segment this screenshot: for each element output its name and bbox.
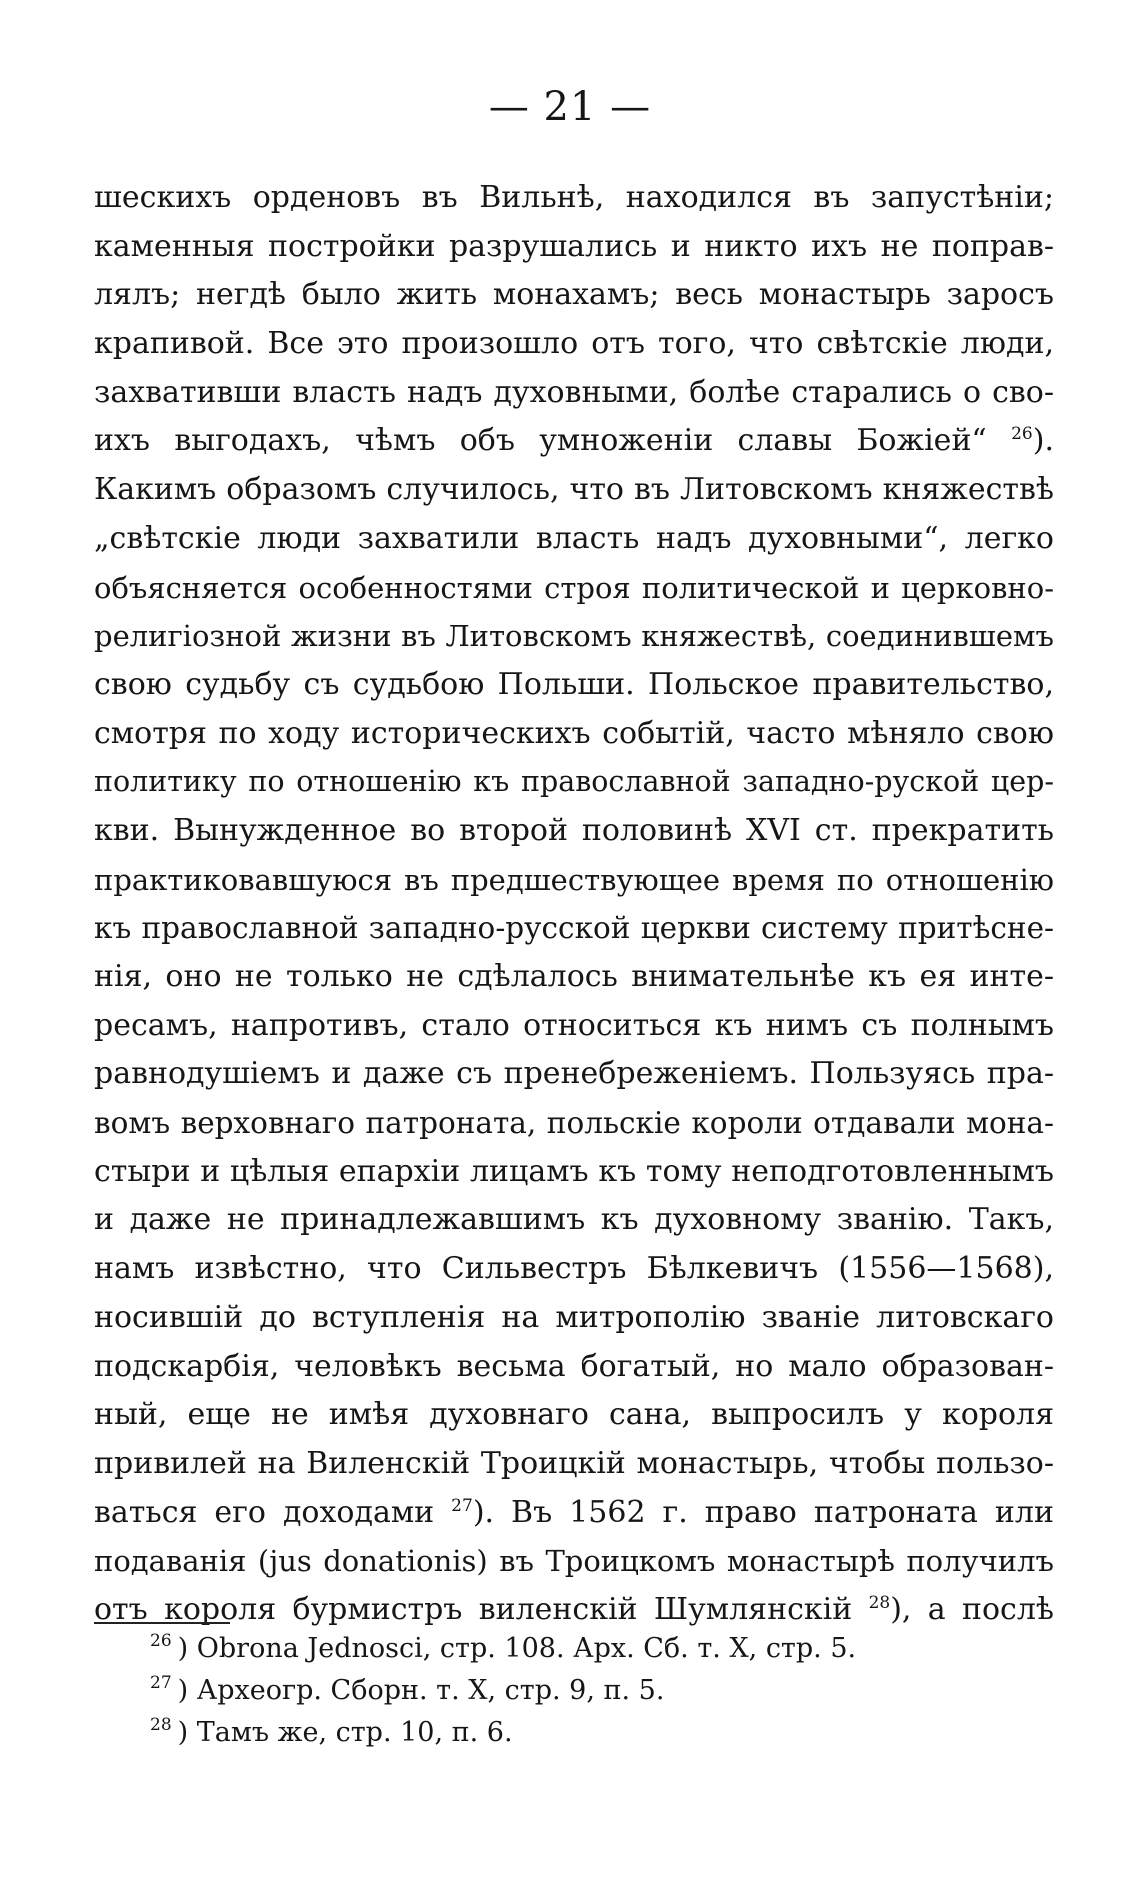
text-line: практиковавшуюся въ предшествующее время по отношенію [94,862,1054,897]
text-line-body: ихъ выгодахъ, чѣмъ объ умноженіи славы Божіей“ [94,423,987,459]
page-number: — 21 — [488,84,652,130]
text-line: захвативши власть надъ духовными, болѣе старались о сво- [94,374,1054,410]
text-line-body: ваться его доходами [94,1494,435,1530]
footnote-number: 26 [150,1631,172,1651]
footnote-ref-27: 27 [451,1495,473,1516]
text-line: подскарбія, человѣкъ весьма богатый, но мало образован- [94,1348,1054,1384]
text-line: политику по отношенію къ православной западно-руской цер- [94,765,1054,799]
text-line: и даже не принадлежавшимъ къ духовному званію. Такъ, [94,1202,1054,1238]
footnote-26 [150,1628,1030,1670]
text-line-body: отъ короля бурмистръ виленскій Шумлянскій [94,1591,853,1627]
text-line-tail: ), а послѣ [890,1591,1054,1627]
text-line: ресамъ, напротивъ, стало относиться къ нимъ съ полнымъ [94,1007,1054,1043]
text-line: каменныя постройки разрушались и никто ихъ не поправ- [94,228,1054,264]
footnotes [150,1628,1030,1754]
text-line: къ православной западно-русской церкви систему притѣсне- [94,911,1054,946]
text-line-tail: ). [1032,423,1054,459]
text-line: привилей на Виленскій Троицкій монастырь, чтобы пользо- [94,1445,1054,1481]
footnote-27 [150,1670,1030,1712]
body-text [94,174,1054,1635]
text-line [94,417,1054,466]
footnote-28 [150,1712,1030,1754]
footnote-ref-26: 26 [1011,424,1033,445]
text-line: стыри и цѣлыя епархіи лицамъ къ тому неподготовленнымъ [94,1153,1054,1189]
text-line: объясняется особенностями строя политической и церковно- [94,570,1054,605]
footnote-text: ) Obrona Jednosci, стр. 108. Арх. Сб. т. X, стр. 5. [177,1633,857,1664]
text-line-tail: ). Въ 1562 г. право патроната или [472,1494,1054,1530]
text-line: религіозной жизни въ Литовскомъ княжествѣ, соединившемъ [94,619,1054,654]
text-line: шескихъ орденовъ въ Вильнѣ, находился въ запустѣніи; [94,180,1054,215]
text-line: вомъ верховнаго патроната, польскіе короли отдавали мона- [94,1106,1054,1141]
footnote-text: ) Тамъ же, стр. 10, п. 6. [177,1717,513,1748]
footnote-ref-28: 28 [868,1592,891,1613]
text-line: нія, оно не только не сдѣлалось внимательнѣе къ ея инте- [94,959,1054,994]
text-line: кви. Вынужденное во второй половинѣ XVI ст. прекратить [94,812,1054,848]
text-line: „свѣтскіе люди захватили власть надъ духовными“, легко [94,520,1054,556]
footnote-text: ) Археогр. Сборн. т. X, стр. 9, п. 5. [177,1675,665,1706]
text-line: ный, еще не имѣя духовнаго сана, выпросилъ у короля [94,1397,1054,1433]
footnote-number: 27 [150,1673,172,1693]
text-line: подаванія (jus donationis) въ Троицкомъ монастырѣ получилъ [94,1544,1054,1579]
text-line: равнодушіемъ и даже съ пренебреженіемъ. Пользуясь пра- [94,1056,1054,1092]
text-line: лялъ; негдѣ было жить монахамъ; весь монастырь заросъ [94,277,1054,313]
text-line: носившій до вступленія на митрополію званіе литовскаго [94,1299,1054,1335]
text-line: намъ извѣстно, что Сильвестръ Бѣлкевичъ (1556—1568), [94,1251,1054,1287]
text-line: смотря по ходу историческихъ событій, часто мѣняло свою [94,715,1054,751]
footnote-number: 28 [150,1715,172,1735]
text-line: Какимъ образомъ случилось, что въ Литовскомъ княжествѣ [94,472,1054,508]
text-line: свою судьбу съ судьбою Польши. Польское правительство, [94,666,1054,702]
text-line [94,1489,1054,1538]
text-line: крапивой. Все это произошло отъ того, что свѣтскіе люди, [94,326,1054,362]
footnote-divider [94,1622,230,1624]
